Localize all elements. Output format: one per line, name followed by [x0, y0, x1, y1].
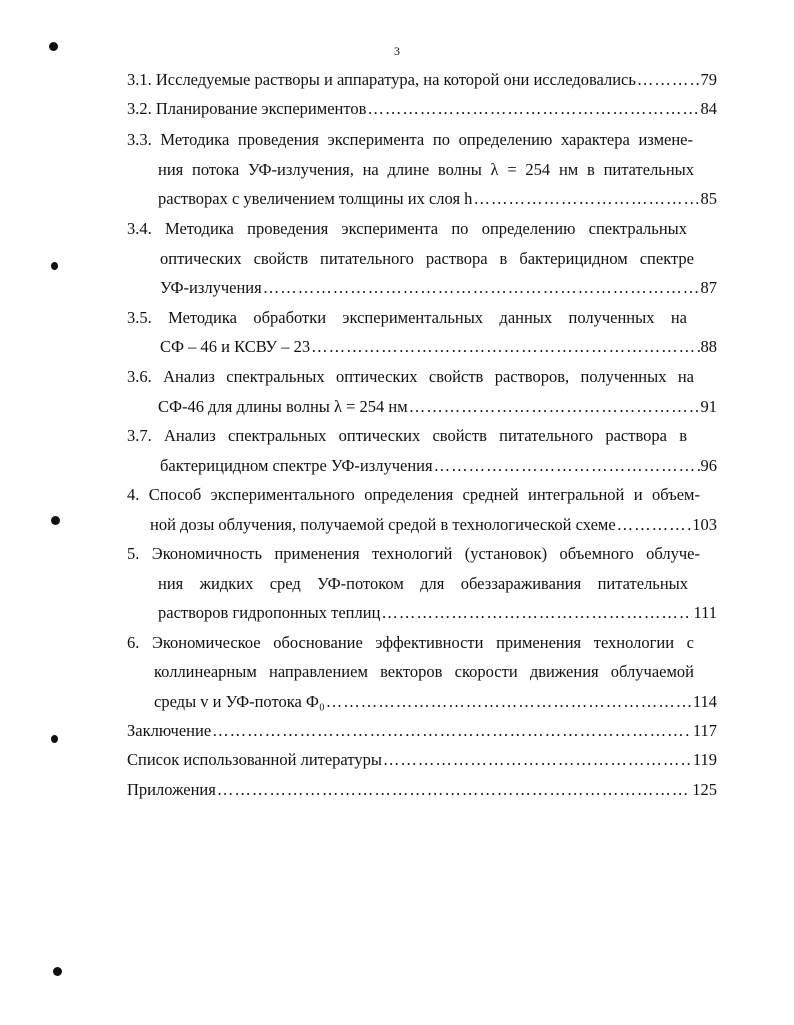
toc-entry-6-line-3 [154, 689, 717, 715]
toc-entry-title: СФ – 46 и КСВУ – 23 [160, 337, 311, 356]
leader-dots [311, 334, 699, 360]
toc-entry-title: Исследуемые растворы и аппаратура, на которой они исследовались [155, 70, 636, 89]
toc-entry-title: ной дозы облучения, получаемой средой в технологической схеме [150, 515, 616, 534]
binder-hole-mark [51, 735, 58, 743]
toc-page-number: 111 [693, 603, 717, 622]
leader-dots [263, 275, 700, 301]
toc-entry-3-3-line-1: 3.3. Методика проведения эксперимента по определению характера измене- [127, 130, 693, 149]
toc-entry-title: УФ-излучения [160, 278, 262, 297]
toc-page-number: 125 [692, 780, 717, 799]
toc-page-number: 117 [692, 721, 717, 740]
toc-entry-title: Заключение [127, 721, 212, 740]
toc-entry-title: СФ-46 для длины волны λ = 254 нм [158, 397, 408, 416]
toc-page-number: 119 [692, 750, 717, 769]
toc-page-number: 114 [692, 692, 717, 711]
toc-entry-title: Планирование экспериментов [155, 99, 367, 118]
toc-entry-3-4-line-3 [160, 275, 717, 301]
toc-entry-6-line-1: 6. Экономическое обоснование эффективности применения технологии с [127, 633, 694, 652]
toc-page-number: 91 [700, 397, 717, 416]
toc-entry-3-3-line-3 [158, 186, 717, 212]
toc-entry-conclusion [127, 718, 717, 744]
toc-entry-references [127, 747, 717, 773]
toc-page-number: 96 [700, 456, 717, 475]
toc-entry-6-line-2: коллинеарным направлением векторов скорости движения облучаемой [154, 662, 694, 681]
toc-entry-title: растворах с увеличением толщины их слоя h [158, 189, 473, 208]
binder-hole-mark [53, 967, 62, 976]
toc-entry-3-1 [127, 67, 717, 93]
toc-entry-3-5-line-1: 3.5. Методика обработки экспериментальных данных полученных на [127, 308, 687, 327]
toc-entry-3-7-line-2 [160, 453, 717, 479]
toc-entry-5-line-2: ния жидких сред УФ-потоком для обеззараживания питательных [158, 574, 688, 593]
toc-entry-4-line-1: 4. Способ экспериментального определения средней интегральной и объем- [127, 485, 700, 504]
toc-entry-number: 3.1. [127, 70, 152, 89]
toc-entry-4-line-2 [150, 512, 717, 538]
leader-dots [217, 777, 691, 803]
toc-entry-3-7-line-1: 3.7. Анализ спектральных оптических свойств питательного раствора в [127, 426, 687, 445]
leader-dots [637, 67, 700, 93]
toc-entry-title: Приложения [127, 780, 216, 799]
toc-page-number: 85 [700, 189, 717, 208]
leader-dots [381, 600, 692, 626]
toc-page-number: 103 [692, 515, 717, 534]
leader-dots [617, 512, 692, 538]
toc-entry-3-3-line-2: ния потока УФ-излучения, на длине волны λ = 254 нм в питательных [158, 160, 694, 179]
binder-hole-mark [51, 262, 58, 270]
toc-entry-3-6-line-1: 3.6. Анализ спектральных оптических свойств растворов, полученных на [127, 367, 694, 386]
toc-entry-title: растворов гидропонных теплиц [158, 603, 381, 622]
toc-entry-title: среды v и УФ-потока Ф₀ [154, 692, 325, 711]
leader-dots [383, 747, 692, 773]
toc-page-number: 88 [700, 337, 717, 356]
binder-hole-mark [49, 42, 58, 51]
toc-entry-3-4-line-1: 3.4. Методика проведения эксперимента по определению спектральных [127, 219, 687, 238]
leader-dots [409, 394, 700, 420]
toc-page-number: 84 [700, 99, 717, 118]
leader-dots [434, 453, 700, 479]
toc-entry-5-line-3 [158, 600, 717, 626]
toc-entry-title: Список использованной литературы [127, 750, 382, 769]
leader-dots [326, 689, 692, 715]
leader-dots [212, 718, 692, 744]
toc-page-number: 87 [700, 278, 717, 297]
toc-entry-title: бактерицидном спектре УФ-излучения [160, 456, 433, 475]
leader-dots [367, 96, 699, 122]
toc-entry-3-4-line-2: оптических свойств питательного раствора в бактерицидном спектре [160, 249, 694, 268]
toc-entry-appendices [127, 777, 717, 803]
toc-entry-5-line-1: 5. Экономичность применения технологий (установок) объемного облуче- [127, 544, 700, 563]
leader-dots [473, 186, 699, 212]
toc-page-number: 79 [700, 70, 717, 89]
toc-entry-number: 3.2. [127, 99, 152, 118]
toc-entry-3-5-line-2 [160, 334, 717, 360]
toc-entry-3-6-line-2 [158, 394, 717, 420]
toc-entry-3-2 [127, 96, 717, 122]
page-number: 3 [394, 44, 400, 58]
binder-hole-mark [51, 516, 60, 525]
